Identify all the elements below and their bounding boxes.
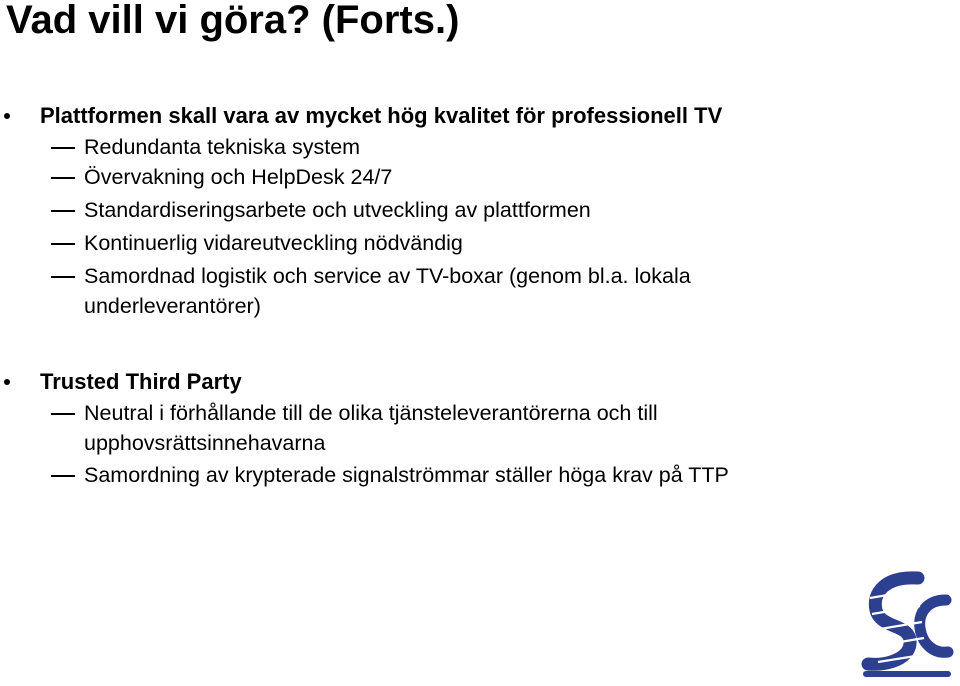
sub-item-text: Samordning av krypterade signalströmmar ställer höga krav på TTP <box>84 463 729 487</box>
sub-item <box>0 195 900 225</box>
bullet-section-ttp <box>0 368 900 490</box>
sub-item <box>0 162 900 192</box>
bullet-item <box>0 368 900 398</box>
sub-item <box>0 398 900 458</box>
bullet-text: Plattformen skall vara av mycket hög kvalitet för professionell TV <box>40 103 723 128</box>
dash-icon <box>51 475 75 477</box>
dash-icon <box>51 413 75 415</box>
slide-title: Vad vill vi göra? (Forts.) <box>6 0 460 42</box>
company-logo-icon <box>858 570 954 680</box>
dash-icon <box>51 147 75 149</box>
sub-item <box>0 228 900 258</box>
dash-icon <box>51 177 75 179</box>
sub-item-text: Standardiseringsarbete och utveckling av plattformen <box>84 198 591 222</box>
sub-item-text: Övervakning och HelpDesk 24/7 <box>84 165 393 189</box>
bullet-dot-icon <box>4 379 10 385</box>
dash-icon <box>51 210 75 212</box>
sub-item-text: Redundanta tekniska system <box>84 135 361 159</box>
sub-item-text: Neutral i förhållande till de olika tjänsteleverantörerna och till upphovsrättsinnehavarna <box>84 401 658 455</box>
bullet-section-quality <box>0 102 900 321</box>
dash-icon <box>51 243 75 245</box>
bullet-dot-icon <box>4 113 10 119</box>
sub-item <box>0 261 900 321</box>
sub-item-text: Kontinuerlig vidareutveckling nödvändig <box>84 231 463 255</box>
bullet-item <box>0 102 900 132</box>
sub-item <box>0 132 900 162</box>
sub-item <box>0 460 900 490</box>
bullet-text: Trusted Third Party <box>40 369 242 394</box>
dash-icon <box>51 276 75 278</box>
sub-item-text: Samordnad logistik och service av TV-boxar (genom bl.a. lokala underleverantörer) <box>84 264 691 318</box>
